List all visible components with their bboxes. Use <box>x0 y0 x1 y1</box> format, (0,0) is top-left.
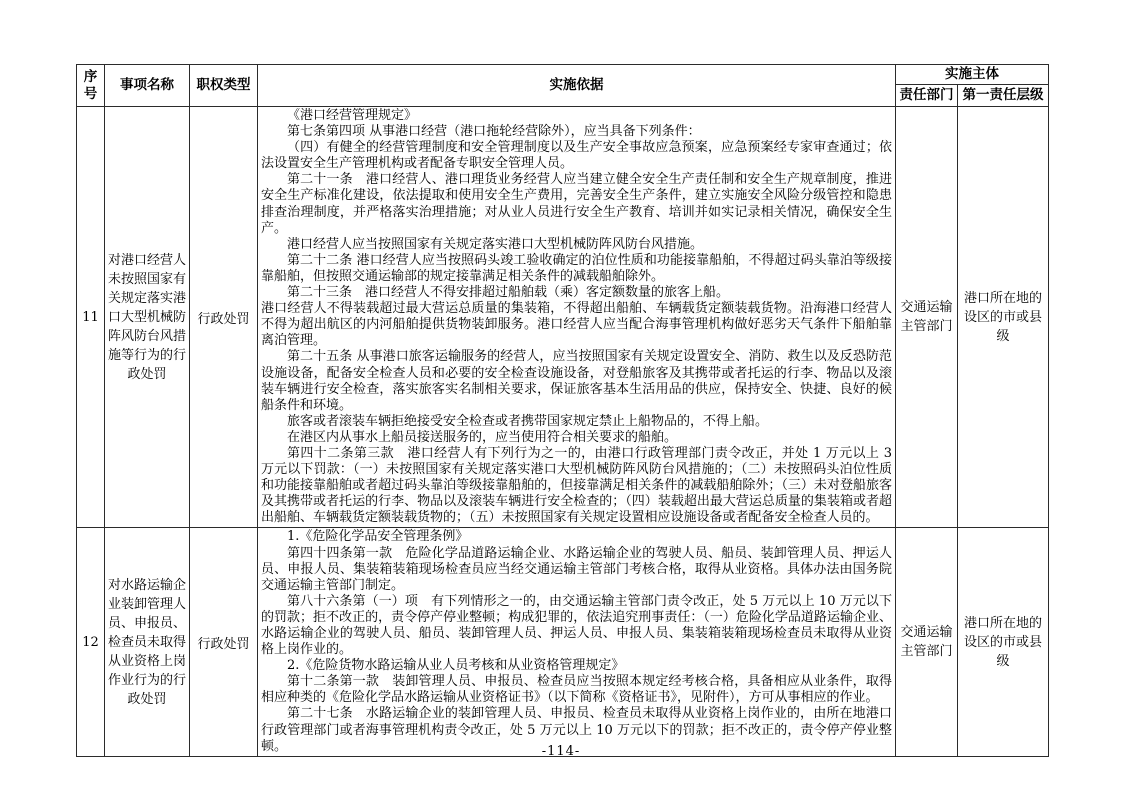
header-basis: 实施依据 <box>258 65 896 107</box>
law-paragraph: 旅客或者滚装车辆拒绝接受安全检查或者携带国家规定禁止上船物品的，不得上船。 <box>287 413 769 429</box>
header-seq: 序号 <box>77 65 105 107</box>
row-department: 交通运输主管部门 <box>896 528 958 756</box>
page-number: -114- <box>541 744 581 759</box>
header-power-type: 职权类型 <box>190 65 258 107</box>
row-power-type: 行政处罚 <box>190 528 258 756</box>
header-subject: 实施主体 <box>896 65 1049 85</box>
row-item-name: 对水路运输企业装卸管理人员、申报员、检查员未取得从业资格上岗作业行为的行政处罚 <box>105 528 190 756</box>
row-level: 港口所在地的设区的市或县级 <box>958 528 1049 756</box>
law-paragraph: 第二十三条 港口经营人不得安排超过船舶载（乘）客定额数量的旅客上船。 <box>287 285 730 301</box>
law-paragraph: 第四十四条第一款 危险化学品道路运输企业、水路运输企业的驾驶人员、船员、装卸管理人员、押运人员、申报人员、集装箱装箱现场检查员应当经交通运输主管部门考核合格，取得从业资格。具体办法由国务院交通运输主管部门制定。 <box>261 545 892 593</box>
row-seq: 11 <box>77 107 105 528</box>
row-basis <box>258 107 896 528</box>
row-department: 交通运输主管部门 <box>896 107 958 528</box>
law-paragraph: 第四十二条第三款 港口经营人有下列行为之一的，由港口行政管理部门责令改正，并处 1 万元以上 3 万元以下罚款：（一）未按照国家有关规定落实港口大型机械防阵风防台风措施的；（二）未按照码头泊位性质和功能接靠船舶或者超过码头靠泊等级接靠船舶的，但接靠满足相关条件的减载船舶除外；（三）未对登船旅客及其携带或者托运的行李、物品以及滚装车辆进行安全检查的；（四）装载超出最大营运总质量的集装箱或者超出船舶、车辆载货定额装载货物的；（五）未按照国家有关规定设置相应设施设备或者配备安全检查人员的。 <box>261 445 892 526</box>
row-basis <box>258 528 896 756</box>
row-seq: 12 <box>77 528 105 756</box>
header-item-name: 事项名称 <box>105 65 190 107</box>
law-paragraph: 港口经营人不得装载超过最大营运总质量的集装箱，不得超出船舶、车辆载货定额装载货物。沿海港口经营人不得为超出航区的内河船舶提供货物装卸服务。港口经营人应当配合海事管理机构做好恶劣天气条件下船舶靠离泊管理。 <box>261 301 892 349</box>
header-department: 责任部门 <box>896 85 958 107</box>
law-paragraph: 在港区内从事水上船员接送服务的，应当使用符合相关要求的船舶。 <box>287 429 678 445</box>
law-paragraph: 港口经营人应当按照国家有关规定落实港口大型机械防阵风防台风措施。 <box>287 236 704 252</box>
law-paragraph: 第二十七条 水路运输企业的装卸管理人员、申报员、检查员未取得从业资格上岗作业的，由所在地港口行政管理部门或者海事管理机构责令改正，处 5 万元以上 10 万元以下的罚款；拒不改正的，责令停产停业整顿。 <box>261 706 892 754</box>
law-paragraph: 2.《危险货物水路运输从业人员考核和从业资格管理规定》 <box>287 658 625 674</box>
law-paragraph: 第二十二条 港口经营人应当按照码头竣工验收确定的泊位性质和功能接靠船舶，不得超过码头靠泊等级接靠船舶，但按照交通运输部的规定接靠满足相关条件的减载船舶除外。 <box>261 252 892 284</box>
law-paragraph: 第二十五条 从事港口旅客运输服务的经营人，应当按照国家有关规定设置安全、消防、救生以及反恐防范设施设备，配备安全检查人员和必要的安全检查设施设备，对登船旅客及其携带或者托运的行李、物品以及滚装车辆进行安全检查，落实旅客实名制相关要求，保证旅客基本生活用品的供应，保持安全、快捷、良好的候船条件和环境。 <box>261 349 892 413</box>
table-row <box>77 528 1049 756</box>
table-row <box>77 107 1049 528</box>
law-paragraph: （四）有健全的经营管理制度和安全管理制度以及生产安全事故应急预案，应急预案经专家审查通过；依法设置安全生产管理机构或者配备专职安全管理人员。 <box>261 140 892 172</box>
law-paragraph: 第七条第四项 从事港口经营（港口拖轮经营除外），应当具备下列条件： <box>287 124 701 140</box>
law-paragraph: 第八十六条第（一）项 有下列情形之一的，由交通运输主管部门责令改正，处 5 万元以上 10 万元以下的罚款；拒不改正的，责令停产停业整顿；构成犯罪的，依法追究刑事责任：（一）危险化学品道路运输企业、水路运输企业的驾驶人员、船员、装卸管理人员、押运人员、申报人员、集装箱装箱现场检查员未取得从业资格上岗作业的。 <box>261 593 892 658</box>
header-level: 第一责任层级 <box>958 85 1049 107</box>
law-paragraph: 第十二条第一款 装卸管理人员、申报员、检查员应当按照本规定经考核合格，具备相应从业条件，取得相应种类的《危险化学品水路运输从业资格证书》（以下简称《资格证书》，见附件），方可从事相应的作业。 <box>261 674 892 706</box>
law-paragraph: 《港口经营管理规定》 <box>287 108 418 123</box>
row-level: 港口所在地的设区的市或县级 <box>958 107 1049 528</box>
authority-items-table <box>76 64 1049 757</box>
row-power-type: 行政处罚 <box>190 107 258 528</box>
row-item-name: 对港口经营人未按照国家有关规定落实港口大型机械防阵风防台风措施等行为的行政处罚 <box>105 107 190 528</box>
law-paragraph: 1.《危险化学品安全管理条例》 <box>287 529 469 545</box>
law-paragraph: 第二十一条 港口经营人、港口理货业务经营人应当建立健全安全生产责任制和安全生产规章制度，推进安全生产标准化建设，依法提取和使用安全生产费用，完善安全生产条件，建立实施安全风险分级管控和隐患排查治理制度，并严格落实治理措施；对从业人员进行安全生产教育、培训并如实记录相关情况，确保安全生产。 <box>261 172 892 236</box>
